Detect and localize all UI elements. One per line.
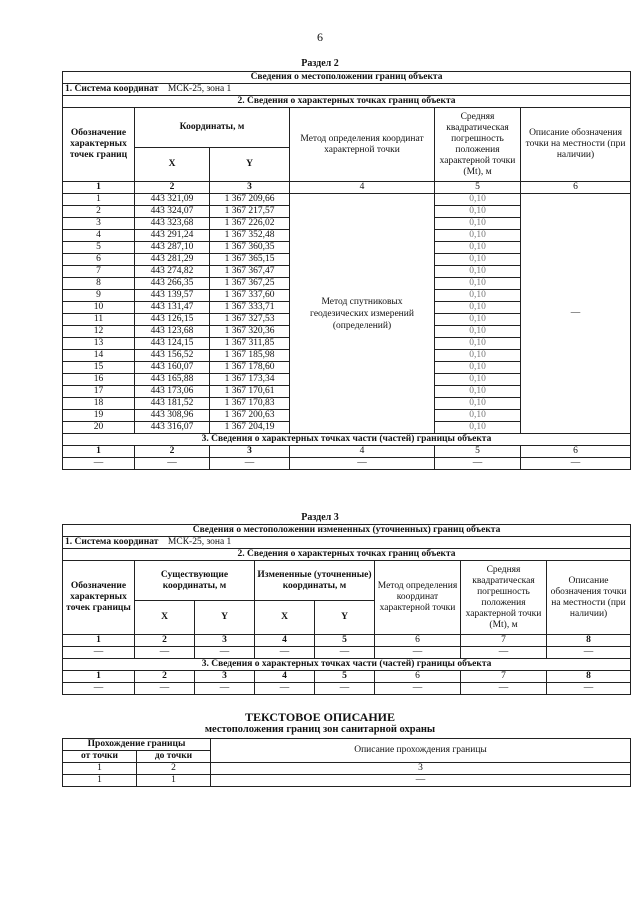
col-passage-desc: Описание прохождения границы: [211, 739, 631, 763]
section2-parts-title: 3. Сведения о характерных точках части (частей) границы объекта: [63, 434, 631, 446]
td-col-num: 1: [63, 763, 137, 775]
point-error: 0,10: [435, 398, 521, 410]
point-error: 0,10: [435, 278, 521, 290]
point-number: 6: [63, 254, 135, 266]
col-method: Метод определения координат характерной точки: [290, 108, 435, 182]
point-error: 0,10: [435, 350, 521, 362]
s3-col-method: Метод определения координат характерной точки: [375, 561, 461, 635]
point-error: 0,10: [435, 230, 521, 242]
s3-col-y: Y: [315, 601, 375, 635]
dash-cell: —: [195, 683, 255, 695]
point-y: 1 367 365,15: [210, 254, 290, 266]
section3-table: [62, 524, 631, 695]
point-x: 443 287,10: [135, 242, 210, 254]
point-y: 1 367 226,02: [210, 218, 290, 230]
point-error: 0,10: [435, 242, 521, 254]
point-y: 1 367 178,60: [210, 362, 290, 374]
s3-col-num: 2: [135, 635, 195, 647]
parts-col-num: 1: [63, 446, 135, 458]
point-number: 19: [63, 410, 135, 422]
point-number: 4: [63, 230, 135, 242]
points-body: [63, 194, 631, 434]
parts-col-num: 2: [135, 446, 210, 458]
col-to: до точки: [137, 751, 211, 763]
point-error: 0,10: [435, 314, 521, 326]
col-coords: Координаты, м: [135, 108, 290, 148]
col-x: X: [135, 148, 210, 182]
s3-col-num: 8: [547, 635, 631, 647]
point-number: 7: [63, 266, 135, 278]
section3-points-title: 2. Сведения о характерных точках границ объекта: [63, 549, 631, 561]
text-desc-subtitle: местоположения границ зон санитарной охраны: [204, 724, 436, 735]
td-from-cell: 1: [63, 775, 137, 787]
point-y: 1 367 333,71: [210, 302, 290, 314]
point-x: 443 308,96: [135, 410, 210, 422]
col-num: 4: [290, 182, 435, 194]
col-y: Y: [210, 148, 290, 182]
point-error: 0,10: [435, 374, 521, 386]
s3-parts-num: 5: [315, 671, 375, 683]
s3-col-num: 1: [63, 635, 135, 647]
point-y: 1 367 327,53: [210, 314, 290, 326]
col-num: 1: [63, 182, 135, 194]
dash-cell: —: [63, 458, 135, 470]
section3-title: Сведения о местоположении измененных (уточненных) границ объекта: [63, 525, 631, 537]
point-number: 17: [63, 386, 135, 398]
dash-cell: —: [521, 458, 631, 470]
s3-col-num: 5: [315, 635, 375, 647]
point-number: 8: [63, 278, 135, 290]
column-numbers-row: [63, 182, 631, 194]
point-y: 1 367 170,61: [210, 386, 290, 398]
point-y: 1 367 337,60: [210, 290, 290, 302]
s3-parts-num: 6: [375, 671, 461, 683]
dash-cell: —: [375, 647, 461, 659]
point-x: 443 126,15: [135, 314, 210, 326]
s3-col-description: Описание обозначения точки на местности (при наличии): [547, 561, 631, 635]
point-error: 0,10: [435, 362, 521, 374]
section2-title: Сведения о местоположении границ объекта: [63, 72, 631, 84]
point-number: 16: [63, 374, 135, 386]
dash-cell: —: [255, 647, 315, 659]
point-x: 443 181,52: [135, 398, 210, 410]
dash-cell: —: [315, 647, 375, 659]
parts-col-num: 4: [290, 446, 435, 458]
point-x: 443 291,24: [135, 230, 210, 242]
s3-col-y: Y: [195, 601, 255, 635]
point-number: 18: [63, 398, 135, 410]
point-number: 15: [63, 362, 135, 374]
point-x: 443 131,47: [135, 302, 210, 314]
s3-col-num: 7: [461, 635, 547, 647]
col-num: 2: [135, 182, 210, 194]
point-error: 0,10: [435, 338, 521, 350]
description-cell: —: [521, 194, 631, 434]
col-passage: Прохождение границы: [63, 739, 211, 751]
point-number: 11: [63, 314, 135, 326]
point-x: 443 124,15: [135, 338, 210, 350]
td-col-num: 3: [211, 763, 631, 775]
point-number: 3: [63, 218, 135, 230]
point-y: 1 367 173,34: [210, 374, 290, 386]
point-y: 1 367 367,47: [210, 266, 290, 278]
col-designation: Обозначение характерных точек границ: [63, 108, 135, 182]
point-number: 20: [63, 422, 135, 434]
point-y: 1 367 204,19: [210, 422, 290, 434]
point-y: 1 367 367,25: [210, 278, 290, 290]
s3-col-x: X: [135, 601, 195, 635]
section2-coord-system: 1. Система координат МСК-25, зона 1: [63, 84, 631, 96]
s3-col-num: 3: [195, 635, 255, 647]
point-error: 0,10: [435, 302, 521, 314]
point-y: 1 367 200,63: [210, 410, 290, 422]
s3-col-error: Средняя квадратическая погрешность положения характерной точки (Mt), м: [461, 561, 547, 635]
col-from: от точки: [63, 751, 137, 763]
point-y: 1 367 320,36: [210, 326, 290, 338]
point-x: 443 173,06: [135, 386, 210, 398]
dash-cell: —: [135, 647, 195, 659]
s3-parts-num: 3: [195, 671, 255, 683]
section2-points-title: 2. Сведения о характерных точках границ объекта: [63, 96, 631, 108]
text-desc-table: [62, 738, 631, 787]
td-desc-cell: —: [211, 775, 631, 787]
dash-cell: —: [375, 683, 461, 695]
td-col-num: 2: [137, 763, 211, 775]
point-number: 14: [63, 350, 135, 362]
point-error: 0,10: [435, 326, 521, 338]
col-num: 3: [210, 182, 290, 194]
point-number: 5: [63, 242, 135, 254]
section2-table: [62, 71, 631, 470]
dash-cell: —: [461, 647, 547, 659]
point-error: 0,10: [435, 386, 521, 398]
point-y: 1 367 217,57: [210, 206, 290, 218]
dash-cell: —: [315, 683, 375, 695]
dash-cell: —: [63, 647, 135, 659]
point-error: 0,10: [435, 422, 521, 434]
dash-cell: —: [435, 458, 521, 470]
point-error: 0,10: [435, 410, 521, 422]
point-error: 0,10: [435, 290, 521, 302]
parts-col-num: 6: [521, 446, 631, 458]
dash-cell: —: [195, 647, 255, 659]
point-error: 0,10: [435, 218, 521, 230]
point-y: 1 367 352,48: [210, 230, 290, 242]
point-x: 443 274,82: [135, 266, 210, 278]
parts-col-num: 3: [210, 446, 290, 458]
section3-coord-system: 1. Система координат МСК-25, зона 1: [63, 537, 631, 549]
section2-heading: Раздел 2: [301, 58, 339, 69]
dash-cell: —: [547, 647, 631, 659]
s3-col-num: 6: [375, 635, 461, 647]
td-to-cell: 1: [137, 775, 211, 787]
text-desc-title: ТЕКСТОВОЕ ОПИСАНИЕ: [244, 710, 395, 724]
col-error: Средняя квадратическая погрешность положения характерной точки (Mt), м: [435, 108, 521, 182]
point-number: 13: [63, 338, 135, 350]
dash-cell: —: [210, 458, 290, 470]
point-x: 443 316,07: [135, 422, 210, 434]
point-error: 0,10: [435, 254, 521, 266]
method-cell: Метод спутниковых геодезических измерений (определений): [290, 194, 435, 434]
point-x: 443 323,68: [135, 218, 210, 230]
s3-parts-num: 2: [135, 671, 195, 683]
s3-parts-num: 7: [461, 671, 547, 683]
point-number: 10: [63, 302, 135, 314]
point-y: 1 367 185,98: [210, 350, 290, 362]
point-x: 443 321,09: [135, 194, 210, 206]
page-number: 6: [317, 30, 323, 44]
parts-col-num: 5: [435, 446, 521, 458]
s3-col-existing: Существующие координаты, м: [135, 561, 255, 601]
point-number: 9: [63, 290, 135, 302]
point-x: 443 123,68: [135, 326, 210, 338]
point-x: 443 160,07: [135, 362, 210, 374]
col-num: 5: [435, 182, 521, 194]
point-x: 443 156,52: [135, 350, 210, 362]
s3-col-designation: Обозначение характерных точек границы: [63, 561, 135, 635]
point-y: 1 367 209,66: [210, 194, 290, 206]
point-x: 443 139,57: [135, 290, 210, 302]
point-y: 1 367 311,85: [210, 338, 290, 350]
section3-parts-title: 3. Сведения о характерных точках части (частей) границы объекта: [63, 659, 631, 671]
point-x: 443 266,35: [135, 278, 210, 290]
s3-col-x: X: [255, 601, 315, 635]
dash-cell: —: [290, 458, 435, 470]
point-x: 443 165,88: [135, 374, 210, 386]
col-description: Описание обозначения точки на местности (при наличии): [521, 108, 631, 182]
dash-cell: —: [63, 683, 135, 695]
dash-cell: —: [255, 683, 315, 695]
point-y: 1 367 170,83: [210, 398, 290, 410]
point-error: 0,10: [435, 206, 521, 218]
s3-parts-num: 8: [547, 671, 631, 683]
s3-parts-num: 1: [63, 671, 135, 683]
point-number: 2: [63, 206, 135, 218]
dash-cell: —: [135, 683, 195, 695]
dash-cell: —: [547, 683, 631, 695]
point-error: 0,10: [435, 194, 521, 206]
point-number: 1: [63, 194, 135, 206]
point-y: 1 367 360,35: [210, 242, 290, 254]
point-x: 443 281,29: [135, 254, 210, 266]
s3-parts-num: 4: [255, 671, 315, 683]
s3-col-num: 4: [255, 635, 315, 647]
dash-cell: —: [135, 458, 210, 470]
col-num: 6: [521, 182, 631, 194]
s3-col-changed: Измененные (уточненные) координаты, м: [255, 561, 375, 601]
section3-heading: Раздел 3: [301, 512, 339, 523]
point-x: 443 324,07: [135, 206, 210, 218]
point-number: 12: [63, 326, 135, 338]
dash-cell: —: [461, 683, 547, 695]
point-error: 0,10: [435, 266, 521, 278]
table-row: [63, 194, 631, 206]
